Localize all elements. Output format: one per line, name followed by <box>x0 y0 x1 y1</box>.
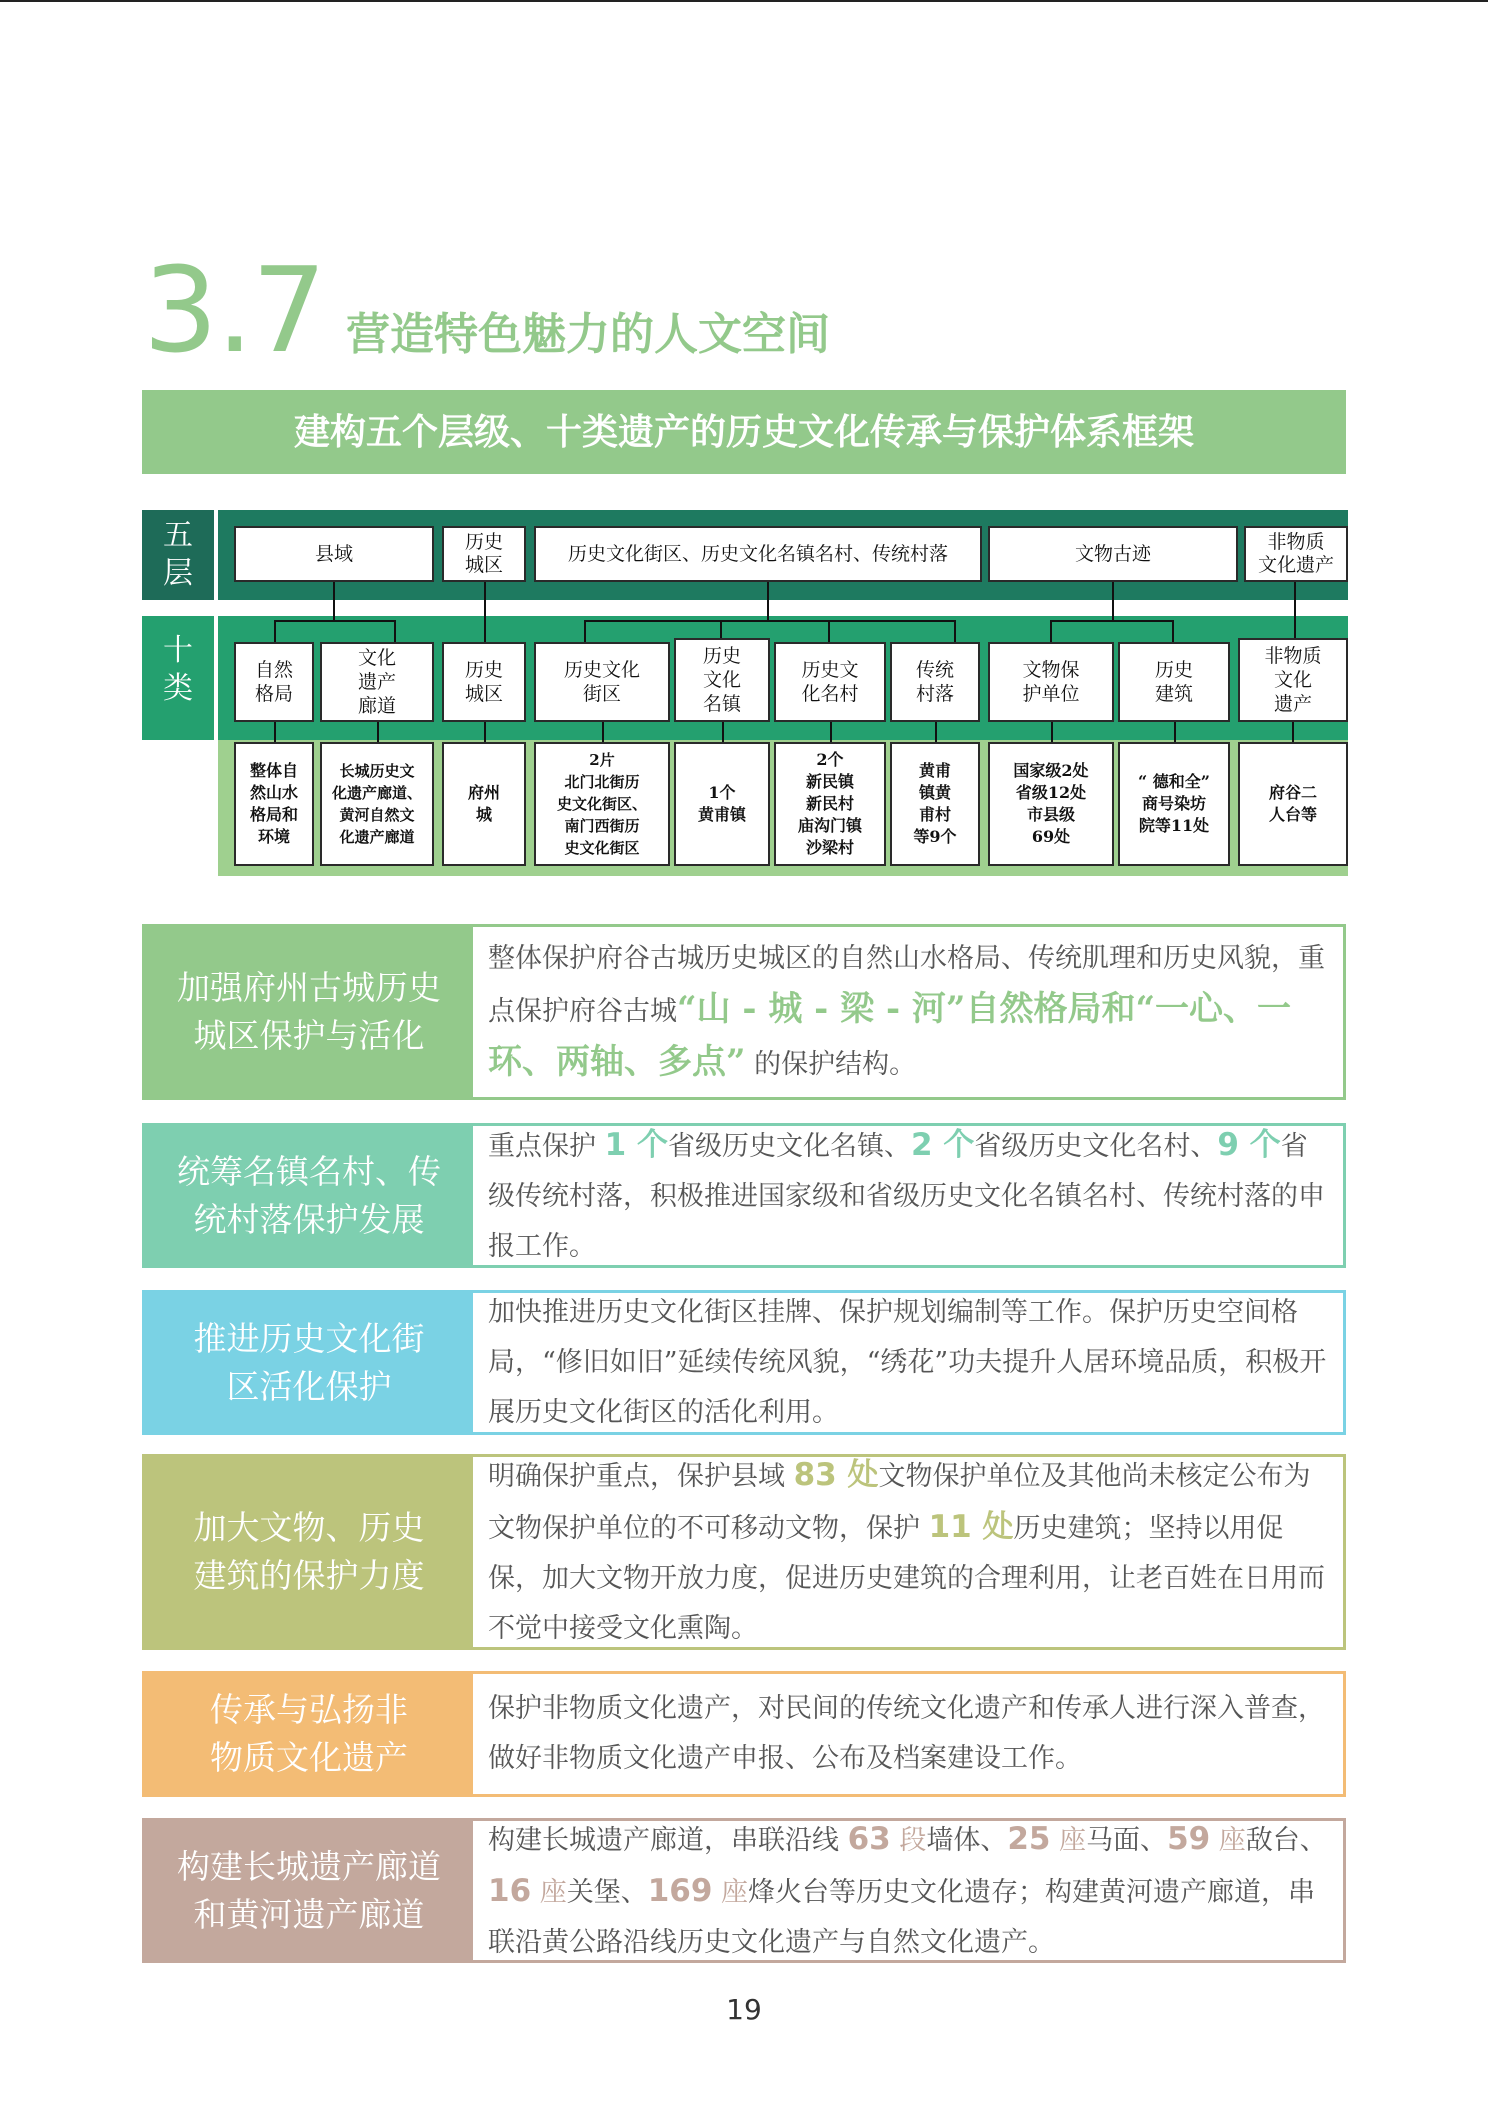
top-rule <box>0 0 1488 2</box>
item-unit: 座 <box>1050 1824 1087 1856</box>
item-label: 推进历史文化街 区活化保护 <box>145 1293 473 1432</box>
detail-town-text: 1个 黄甫镇 <box>697 783 746 824</box>
item-ancient-city <box>142 924 1346 1100</box>
detail-corridor-text: 长城历史文 化遗产廊道、 黄河自然文 化遗产廊道 <box>331 762 422 846</box>
connector <box>333 582 335 620</box>
detail-village-text: 2个 新民镇 新民村 庙沟门镇 沙梁村 <box>797 750 862 857</box>
detail-historic-city-text: 府州 城 <box>467 783 500 824</box>
type-traditional-village <box>890 642 980 722</box>
item-relics <box>142 1454 1346 1650</box>
item-body <box>488 1674 1329 1794</box>
level-historic-city-text: 历史 城区 <box>464 531 503 576</box>
connector <box>274 620 396 622</box>
type-intangible-text: 非物质 文化 遗产 <box>1264 645 1322 715</box>
connector <box>1050 620 1174 622</box>
item-text: 省级传统村落，积极推进国家级和省级历史文化名镇名村、传统村落的申报工作。 <box>488 1130 1325 1262</box>
type-town <box>674 638 770 722</box>
item-body <box>488 1457 1329 1647</box>
connector <box>584 620 956 622</box>
item-text: 重点保护 <box>488 1130 605 1162</box>
detail-historic-building-text: “ 德和全” 商号染坊 院等11处 <box>1138 772 1210 835</box>
type-natural <box>234 642 314 722</box>
item-text: 保护非物质文化遗产，对民间的传统文化遗产和传承人进行深入普查，做好非物质文化遗产申报、公布及档案建设工作。 <box>488 1693 1325 1774</box>
ten-type-label-text: 十类 <box>163 633 193 706</box>
type-protected-unit <box>988 642 1114 722</box>
detail-historic-city <box>442 742 526 866</box>
item-intangible <box>142 1671 1346 1797</box>
item-text: 历史建筑；坚持以用促保，加大文物开放力度，促进历史建筑的合理利用，让老百姓在日用而不觉中接受文化熏陶。 <box>488 1513 1325 1644</box>
section-title: 营造特色魅力的人文空间 <box>346 309 830 360</box>
framework-banner: 建构五个层级、十类遗产的历史文化传承与保护体系框架 <box>142 390 1346 474</box>
type-historic-city <box>442 642 526 722</box>
detail-district-text: 2片 北门北街历 史文化街区、 南门西街历 史文化街区 <box>556 751 647 857</box>
item-heritage-corridors <box>142 1818 1346 1963</box>
type-protected-unit-text: 文物保 护单位 <box>1022 659 1080 705</box>
type-district <box>534 642 670 722</box>
detail-town <box>674 742 770 866</box>
type-village-text: 历史文 化名村 <box>801 659 859 705</box>
level-districts-towns-text: 历史文化街区、历史文化名镇名村、传统村落 <box>567 542 948 565</box>
type-historic-building <box>1118 642 1230 722</box>
level-intangible-text: 非物质 文化遗产 <box>1257 531 1334 576</box>
item-text: 墙体、 <box>926 1824 1008 1856</box>
framework-diagram <box>142 510 1348 876</box>
item-body <box>488 927 1329 1097</box>
item-label: 构建长城遗产廊道 和黄河遗产廊道 <box>145 1821 473 1960</box>
item-highlight: 1 个 <box>604 1126 668 1163</box>
level-intangible <box>1244 526 1348 582</box>
type-intangible <box>1238 638 1348 722</box>
item-highlight: “山 - 城 - 梁 - 河”自然格局和“一心、一环、两轴、多点” <box>488 989 1292 1082</box>
type-corridor-text: 文化 遗产 廊道 <box>357 647 396 717</box>
type-traditional-village-text: 传统 村落 <box>915 659 954 705</box>
section-number: 3.7 <box>143 241 325 379</box>
level-historic-city <box>442 526 526 582</box>
detail-corridor <box>320 742 434 866</box>
item-text: 马面、 <box>1086 1824 1168 1856</box>
item-body <box>488 1126 1329 1265</box>
item-towns-villages <box>142 1123 1346 1268</box>
five-level-label <box>142 517 214 597</box>
detail-traditional-village-text: 黄甫 镇黄 甫村 等9个 <box>913 761 957 846</box>
item-text: 文物保护单位及其他尚未核定公布为文物保护单位的不可移动文物，保护 <box>488 1461 1311 1544</box>
item-highlight: 169 <box>647 1872 713 1909</box>
level-relics <box>988 526 1238 582</box>
detail-traditional-village <box>890 742 980 866</box>
detail-village <box>774 742 886 866</box>
item-unit: 座 <box>712 1876 749 1908</box>
detail-intangible-text: 府谷二 人台等 <box>1268 783 1317 824</box>
item-historic-districts <box>142 1290 1346 1435</box>
item-unit: 段 <box>890 1824 927 1856</box>
item-highlight: 83 处 <box>793 1457 879 1493</box>
item-text: 省级历史文化名村、 <box>974 1130 1218 1162</box>
item-highlight: 9 个 <box>1217 1126 1281 1163</box>
item-label: 加强府州古城历史 城区保护与活化 <box>145 927 473 1097</box>
type-district-text: 历史文化 街区 <box>563 659 640 705</box>
type-natural-text: 自然 格局 <box>254 659 293 705</box>
detail-intangible <box>1238 742 1348 866</box>
detail-district <box>534 742 670 866</box>
ten-type-label <box>142 632 214 722</box>
item-highlight: 59 <box>1167 1820 1211 1857</box>
connector <box>1294 582 1296 646</box>
item-highlight: 25 <box>1007 1820 1051 1857</box>
item-label: 加大文物、历史 建筑的保护力度 <box>145 1457 473 1647</box>
connector <box>767 582 769 620</box>
type-corridor <box>320 642 434 722</box>
item-body <box>488 1821 1329 1960</box>
connector <box>1112 582 1114 620</box>
item-highlight: 11 处 <box>928 1509 1014 1545</box>
page-number: 19 <box>726 1993 762 2026</box>
five-level-label-text: 五层 <box>163 518 193 591</box>
item-text: 敌台、 <box>1245 1824 1327 1856</box>
level-relics-text: 文物古迹 <box>1074 542 1151 565</box>
item-unit: 座 <box>1210 1824 1246 1856</box>
item-body <box>488 1293 1329 1432</box>
level-county <box>234 526 434 582</box>
detail-protected-unit <box>988 742 1114 866</box>
type-historic-city-text: 历史 城区 <box>464 659 503 705</box>
item-label: 传承与弘扬非 物质文化遗产 <box>145 1674 473 1794</box>
level-districts-towns <box>534 526 982 582</box>
item-text: 省级历史文化名镇、 <box>667 1130 911 1162</box>
detail-natural <box>234 742 314 866</box>
item-label: 统筹名镇名村、传 统村落保护发展 <box>145 1126 473 1265</box>
type-town-text: 历史 文化 名镇 <box>702 645 741 715</box>
level-county-text: 县域 <box>314 542 353 565</box>
item-text: 烽火台等历史文化遗存；构建黄河遗产廊道，串联沿黄公路沿线历史文化遗产与自然文化遗产。 <box>488 1876 1316 1958</box>
item-text: 加快推进历史文化街区挂牌、保护规划编制等工作。保护历史空间格局，“修旧如旧”延续传统风貌，“绣花”功夫提升人居环境品质，积极开展历史文化街区的活化利用。 <box>488 1296 1327 1428</box>
item-unit: 座 <box>531 1876 567 1908</box>
type-historic-building-text: 历史 建筑 <box>1154 659 1193 705</box>
item-highlight: 63 <box>847 1820 891 1857</box>
item-text: 整体保护府谷古城历史城区的自然山水格局、传统肌理和历史风貌，重点保护府谷古城 <box>488 943 1325 1027</box>
item-text: 关堡、 <box>566 1876 648 1908</box>
detail-protected-unit-text: 国家级2处 省级12处 市县级 69处 <box>1013 761 1089 846</box>
item-highlight: 2 个 <box>910 1126 975 1163</box>
item-text: 构建长城遗产廊道，串联沿线 <box>488 1824 848 1856</box>
detail-natural-text: 整体自 然山水 格局和 环境 <box>249 761 298 846</box>
item-text: 明确保护重点，保护县域 <box>488 1461 794 1492</box>
item-text: 的保护结构。 <box>745 1049 917 1080</box>
type-village <box>774 642 886 722</box>
detail-historic-building <box>1118 742 1230 866</box>
item-highlight: 16 <box>488 1872 532 1909</box>
